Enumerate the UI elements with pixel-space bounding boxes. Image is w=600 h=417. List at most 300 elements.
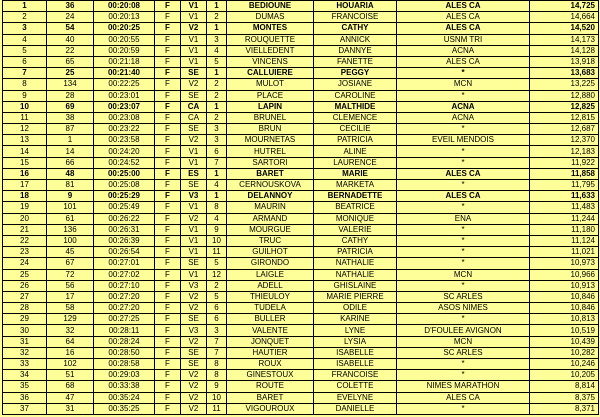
- sex-cell: F: [155, 135, 181, 146]
- points-cell: 14,520: [530, 23, 599, 34]
- first-name-cell: NATHALIE: [314, 258, 397, 269]
- bib-cell: 47: [47, 392, 94, 403]
- last-name-cell: VINCENS: [227, 56, 314, 67]
- club-cell: ALES CA: [397, 1, 530, 12]
- sex-cell: F: [155, 34, 181, 45]
- table-row: [3, 403, 599, 414]
- bib-cell: 17: [47, 291, 94, 302]
- last-name-cell: ROUTE: [227, 381, 314, 392]
- table-row: [3, 235, 599, 246]
- category-rank-cell: 11: [207, 403, 227, 414]
- bib-cell: 68: [47, 381, 94, 392]
- category-rank-cell: 4: [207, 213, 227, 224]
- rank-cell: 29: [3, 314, 47, 325]
- category-cell: V2: [181, 79, 207, 90]
- sex-cell: F: [155, 269, 181, 280]
- category-rank-cell: 1: [207, 101, 227, 112]
- points-cell: 11,021: [530, 247, 599, 258]
- club-cell: *: [397, 247, 530, 258]
- time-cell: 00:20:08: [94, 1, 155, 12]
- points-cell: 11,244: [530, 213, 599, 224]
- club-cell: MCN: [397, 269, 530, 280]
- table-row: [3, 224, 599, 235]
- rank-cell: 10: [3, 101, 47, 112]
- last-name-cell: ROUX: [227, 359, 314, 370]
- rank-cell: 3: [3, 23, 47, 34]
- first-name-cell: NATHALIE: [314, 269, 397, 280]
- club-cell: ACNA: [397, 45, 530, 56]
- points-cell: 10,205: [530, 370, 599, 381]
- sex-cell: F: [155, 247, 181, 258]
- bib-cell: 31: [47, 403, 94, 414]
- rank-cell: 16: [3, 168, 47, 179]
- last-name-cell: VIELLEDENT: [227, 45, 314, 56]
- last-name-cell: MOURGUE: [227, 224, 314, 235]
- points-cell: 12,825: [530, 101, 599, 112]
- last-name-cell: GINESTOUX: [227, 370, 314, 381]
- category-rank-cell: 1: [207, 23, 227, 34]
- points-cell: 11,124: [530, 235, 599, 246]
- last-name-cell: PLACE: [227, 90, 314, 101]
- category-rank-cell: 4: [207, 180, 227, 191]
- club-cell: ACNA: [397, 112, 530, 123]
- last-name-cell: LAPIN: [227, 101, 314, 112]
- points-cell: 14,173: [530, 34, 599, 45]
- category-cell: CA: [181, 101, 207, 112]
- category-cell: V2: [181, 381, 207, 392]
- points-cell: 8,375: [530, 392, 599, 403]
- club-cell: NIMES MARATHON: [397, 381, 530, 392]
- category-cell: SE: [181, 347, 207, 358]
- results-body: [3, 1, 599, 415]
- club-cell: MCN: [397, 79, 530, 90]
- sex-cell: F: [155, 235, 181, 246]
- rank-cell: 27: [3, 291, 47, 302]
- time-cell: 00:25:29: [94, 191, 155, 202]
- club-cell: *: [397, 235, 530, 246]
- table-row: [3, 325, 599, 336]
- club-cell: ALES CA: [397, 56, 530, 67]
- category-cell: SE: [181, 124, 207, 135]
- time-cell: 00:22:25: [94, 79, 155, 90]
- rank-cell: 25: [3, 269, 47, 280]
- rank-cell: 12: [3, 124, 47, 135]
- table-row: [3, 1, 599, 12]
- club-cell: ASOS NIMES: [397, 303, 530, 314]
- rank-cell: 15: [3, 157, 47, 168]
- first-name-cell: MALTHIDE: [314, 101, 397, 112]
- sex-cell: F: [155, 347, 181, 358]
- category-rank-cell: 11: [207, 247, 227, 258]
- time-cell: 00:23:08: [94, 112, 155, 123]
- category-cell: V2: [181, 370, 207, 381]
- time-cell: 00:23:01: [94, 90, 155, 101]
- bib-cell: 64: [47, 336, 94, 347]
- sex-cell: F: [155, 325, 181, 336]
- first-name-cell: CECILIE: [314, 124, 397, 135]
- bib-cell: 38: [47, 112, 94, 123]
- sex-cell: F: [155, 101, 181, 112]
- bib-cell: 24: [47, 12, 94, 23]
- last-name-cell: TRUC: [227, 235, 314, 246]
- time-cell: 00:26:22: [94, 213, 155, 224]
- category-rank-cell: 8: [207, 359, 227, 370]
- rank-cell: 11: [3, 112, 47, 123]
- bib-cell: 54: [47, 23, 94, 34]
- category-rank-cell: 8: [207, 202, 227, 213]
- points-cell: 10,519: [530, 325, 599, 336]
- last-name-cell: TUDELA: [227, 303, 314, 314]
- bib-cell: 61: [47, 213, 94, 224]
- points-cell: 10,973: [530, 258, 599, 269]
- points-cell: 8,371: [530, 403, 599, 414]
- table-row: [3, 392, 599, 403]
- category-cell: SE: [181, 359, 207, 370]
- category-cell: V2: [181, 135, 207, 146]
- category-cell: V1: [181, 12, 207, 23]
- time-cell: 00:28:11: [94, 325, 155, 336]
- club-cell: *: [397, 90, 530, 101]
- category-cell: V3: [181, 280, 207, 291]
- sex-cell: F: [155, 79, 181, 90]
- time-cell: 00:35:24: [94, 392, 155, 403]
- club-cell: SC ARLES: [397, 291, 530, 302]
- first-name-cell: CAROLINE: [314, 90, 397, 101]
- rank-cell: 21: [3, 224, 47, 235]
- club-cell: *: [397, 314, 530, 325]
- bib-cell: 1: [47, 135, 94, 146]
- last-name-cell: SARTORI: [227, 157, 314, 168]
- category-rank-cell: 6: [207, 146, 227, 157]
- time-cell: 00:25:49: [94, 202, 155, 213]
- time-cell: 00:33:38: [94, 381, 155, 392]
- sex-cell: F: [155, 224, 181, 235]
- time-cell: 00:20:13: [94, 12, 155, 23]
- category-rank-cell: 2: [207, 79, 227, 90]
- category-rank-cell: 1: [207, 168, 227, 179]
- club-cell: *: [397, 124, 530, 135]
- points-cell: 10,282: [530, 347, 599, 358]
- table-row: [3, 359, 599, 370]
- category-cell: V1: [181, 56, 207, 67]
- rank-cell: 28: [3, 303, 47, 314]
- time-cell: 00:27:20: [94, 291, 155, 302]
- rank-cell: 32: [3, 347, 47, 358]
- bib-cell: 102: [47, 359, 94, 370]
- first-name-cell: FRANCOISE: [314, 370, 397, 381]
- time-cell: 00:27:10: [94, 280, 155, 291]
- table-row: [3, 45, 599, 56]
- sex-cell: F: [155, 180, 181, 191]
- rank-cell: 18: [3, 191, 47, 202]
- sex-cell: F: [155, 90, 181, 101]
- first-name-cell: PEGGY: [314, 68, 397, 79]
- rank-cell: 1: [3, 1, 47, 12]
- sex-cell: F: [155, 403, 181, 414]
- table-row: [3, 12, 599, 23]
- category-rank-cell: 5: [207, 291, 227, 302]
- table-row: [3, 303, 599, 314]
- club-cell: ACNA: [397, 101, 530, 112]
- first-name-cell: CATHY: [314, 235, 397, 246]
- last-name-cell: THIEULOY: [227, 291, 314, 302]
- time-cell: 00:29:03: [94, 370, 155, 381]
- first-name-cell: ISABELLE: [314, 359, 397, 370]
- first-name-cell: PATRICIA: [314, 135, 397, 146]
- category-rank-cell: 1: [207, 68, 227, 79]
- first-name-cell: CATHY: [314, 23, 397, 34]
- category-cell: V2: [181, 403, 207, 414]
- category-cell: V1: [181, 146, 207, 157]
- bib-cell: 87: [47, 124, 94, 135]
- table-row: [3, 168, 599, 179]
- time-cell: 00:25:00: [94, 168, 155, 179]
- time-cell: 00:21:18: [94, 56, 155, 67]
- club-cell: *: [397, 202, 530, 213]
- category-rank-cell: 1: [207, 191, 227, 202]
- first-name-cell: MARIE: [314, 168, 397, 179]
- category-cell: V2: [181, 303, 207, 314]
- points-cell: 10,813: [530, 314, 599, 325]
- points-cell: 12,370: [530, 135, 599, 146]
- category-cell: V1: [181, 1, 207, 12]
- last-name-cell: VALENTE: [227, 325, 314, 336]
- club-cell: *: [397, 157, 530, 168]
- time-cell: 00:28:24: [94, 336, 155, 347]
- table-row: [3, 34, 599, 45]
- points-cell: 12,815: [530, 112, 599, 123]
- points-cell: 12,183: [530, 146, 599, 157]
- category-cell: CA: [181, 112, 207, 123]
- first-name-cell: LYNE: [314, 325, 397, 336]
- points-cell: 10,913: [530, 280, 599, 291]
- rank-cell: 22: [3, 235, 47, 246]
- points-cell: 11,795: [530, 180, 599, 191]
- first-name-cell: ANNICK: [314, 34, 397, 45]
- category-rank-cell: 3: [207, 325, 227, 336]
- rank-cell: 31: [3, 336, 47, 347]
- first-name-cell: GHISLAINE: [314, 280, 397, 291]
- category-rank-cell: 8: [207, 370, 227, 381]
- category-cell: V1: [181, 235, 207, 246]
- time-cell: 00:23:58: [94, 135, 155, 146]
- first-name-cell: MONIQUE: [314, 213, 397, 224]
- last-name-cell: ARMAND: [227, 213, 314, 224]
- club-cell: *: [397, 146, 530, 157]
- last-name-cell: GUILHOT: [227, 247, 314, 258]
- rank-cell: 30: [3, 325, 47, 336]
- category-cell: V1: [181, 202, 207, 213]
- club-cell: *: [397, 224, 530, 235]
- points-cell: 10,439: [530, 336, 599, 347]
- bib-cell: 65: [47, 56, 94, 67]
- bib-cell: 101: [47, 202, 94, 213]
- category-rank-cell: 9: [207, 381, 227, 392]
- rank-cell: 36: [3, 392, 47, 403]
- sex-cell: F: [155, 280, 181, 291]
- category-cell: V2: [181, 23, 207, 34]
- last-name-cell: VIGOUROUX: [227, 403, 314, 414]
- table-row: [3, 135, 599, 146]
- points-cell: 8,814: [530, 381, 599, 392]
- last-name-cell: BULLER: [227, 314, 314, 325]
- points-cell: 11,922: [530, 157, 599, 168]
- category-rank-cell: 10: [207, 392, 227, 403]
- category-cell: V1: [181, 247, 207, 258]
- bib-cell: 56: [47, 280, 94, 291]
- bib-cell: 9: [47, 191, 94, 202]
- first-name-cell: VALERIE: [314, 224, 397, 235]
- club-cell: *: [397, 258, 530, 269]
- table-row: [3, 202, 599, 213]
- bib-cell: 36: [47, 1, 94, 12]
- club-cell: MCN: [397, 336, 530, 347]
- sex-cell: F: [155, 213, 181, 224]
- bib-cell: 40: [47, 34, 94, 45]
- table-row: [3, 68, 599, 79]
- bib-cell: 48: [47, 168, 94, 179]
- points-cell: 14,725: [530, 1, 599, 12]
- first-name-cell: LAURENCE: [314, 157, 397, 168]
- time-cell: 00:23:22: [94, 124, 155, 135]
- points-cell: 14,128: [530, 45, 599, 56]
- first-name-cell: DANNYE: [314, 45, 397, 56]
- first-name-cell: BERNADETTE: [314, 191, 397, 202]
- category-cell: V1: [181, 224, 207, 235]
- category-cell: SE: [181, 90, 207, 101]
- last-name-cell: MULOT: [227, 79, 314, 90]
- category-rank-cell: 3: [207, 135, 227, 146]
- sex-cell: F: [155, 392, 181, 403]
- rank-cell: 37: [3, 403, 47, 414]
- table-row: [3, 258, 599, 269]
- first-name-cell: ALINE: [314, 146, 397, 157]
- club-cell: ENA: [397, 213, 530, 224]
- points-cell: 12,880: [530, 90, 599, 101]
- rank-cell: 20: [3, 213, 47, 224]
- rank-cell: 6: [3, 56, 47, 67]
- sex-cell: F: [155, 381, 181, 392]
- last-name-cell: CERNOUSKOVA: [227, 180, 314, 191]
- last-name-cell: JONQUET: [227, 336, 314, 347]
- last-name-cell: BRUN: [227, 124, 314, 135]
- category-rank-cell: 2: [207, 90, 227, 101]
- points-cell: 12,687: [530, 124, 599, 135]
- rank-cell: 4: [3, 34, 47, 45]
- last-name-cell: CALLUIERE: [227, 68, 314, 79]
- category-rank-cell: 3: [207, 34, 227, 45]
- time-cell: 00:28:50: [94, 347, 155, 358]
- sex-cell: F: [155, 314, 181, 325]
- club-cell: *: [397, 180, 530, 191]
- first-name-cell: HOUARIA: [314, 1, 397, 12]
- club-cell: SC ARLES: [397, 347, 530, 358]
- table-row: [3, 336, 599, 347]
- last-name-cell: BARET: [227, 392, 314, 403]
- results-table: [2, 0, 599, 415]
- time-cell: 00:20:59: [94, 45, 155, 56]
- time-cell: 00:26:54: [94, 247, 155, 258]
- table-row: [3, 381, 599, 392]
- sex-cell: F: [155, 56, 181, 67]
- bib-cell: 16: [47, 347, 94, 358]
- last-name-cell: MOURNETAS: [227, 135, 314, 146]
- last-name-cell: BRUNEL: [227, 112, 314, 123]
- bib-cell: 28: [47, 90, 94, 101]
- category-rank-cell: 5: [207, 56, 227, 67]
- table-row: [3, 291, 599, 302]
- category-cell: V3: [181, 191, 207, 202]
- table-row: [3, 146, 599, 157]
- club-cell: ALES CA: [397, 168, 530, 179]
- category-cell: V2: [181, 336, 207, 347]
- time-cell: 00:23:07: [94, 101, 155, 112]
- table-row: [3, 191, 599, 202]
- last-name-cell: DELANNOY: [227, 191, 314, 202]
- points-cell: 11,858: [530, 168, 599, 179]
- category-cell: V1: [181, 34, 207, 45]
- rank-cell: 14: [3, 146, 47, 157]
- first-name-cell: FRANCOISE: [314, 12, 397, 23]
- rank-cell: 19: [3, 202, 47, 213]
- category-cell: SE: [181, 314, 207, 325]
- sex-cell: F: [155, 12, 181, 23]
- first-name-cell: CLEMENCE: [314, 112, 397, 123]
- sex-cell: F: [155, 124, 181, 135]
- sex-cell: F: [155, 168, 181, 179]
- club-cell: EVEIL MENDOIS: [397, 135, 530, 146]
- points-cell: 13,225: [530, 79, 599, 90]
- category-rank-cell: 6: [207, 314, 227, 325]
- last-name-cell: LAIGLE: [227, 269, 314, 280]
- sex-cell: F: [155, 291, 181, 302]
- last-name-cell: HAUTIER: [227, 347, 314, 358]
- bib-cell: 25: [47, 68, 94, 79]
- category-rank-cell: 12: [207, 269, 227, 280]
- sex-cell: F: [155, 68, 181, 79]
- first-name-cell: LYSIA: [314, 336, 397, 347]
- points-cell: 10,846: [530, 291, 599, 302]
- category-rank-cell: 4: [207, 45, 227, 56]
- last-name-cell: DUMAS: [227, 12, 314, 23]
- time-cell: 00:24:52: [94, 157, 155, 168]
- club-cell: *: [397, 359, 530, 370]
- first-name-cell: ISABELLE: [314, 347, 397, 358]
- sex-cell: F: [155, 45, 181, 56]
- club-cell: ALES CA: [397, 12, 530, 23]
- time-cell: 00:21:40: [94, 68, 155, 79]
- table-row: [3, 79, 599, 90]
- sex-cell: F: [155, 258, 181, 269]
- category-cell: V2: [181, 213, 207, 224]
- table-row: [3, 213, 599, 224]
- last-name-cell: HUTREL: [227, 146, 314, 157]
- first-name-cell: PATRICIA: [314, 247, 397, 258]
- bib-cell: 66: [47, 157, 94, 168]
- points-cell: 10,846: [530, 303, 599, 314]
- category-cell: V2: [181, 392, 207, 403]
- bib-cell: 81: [47, 180, 94, 191]
- time-cell: 00:27:02: [94, 269, 155, 280]
- sex-cell: F: [155, 370, 181, 381]
- bib-cell: 136: [47, 224, 94, 235]
- bib-cell: 58: [47, 303, 94, 314]
- table-row: [3, 180, 599, 191]
- category-rank-cell: 7: [207, 347, 227, 358]
- rank-cell: 13: [3, 135, 47, 146]
- sex-cell: F: [155, 303, 181, 314]
- table-row: [3, 157, 599, 168]
